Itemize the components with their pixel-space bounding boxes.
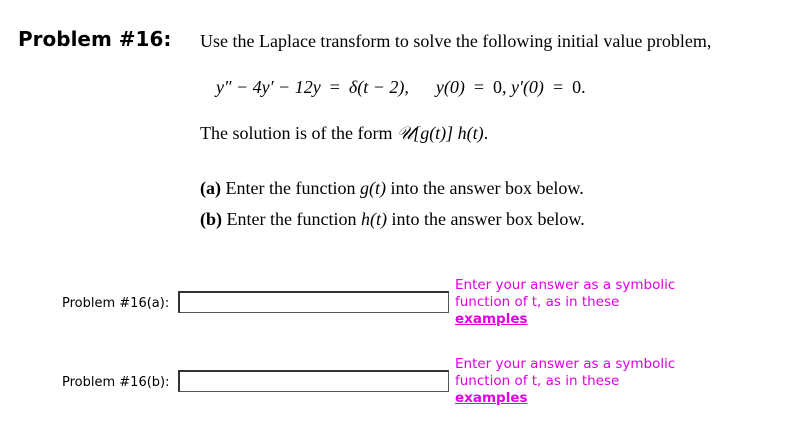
solution-form-expression: 𝒰[g(t)] h(t): [396, 123, 484, 143]
answer-a-label: Problem #16(a):: [62, 296, 170, 311]
initial-condition-1: y(0): [435, 77, 465, 97]
equation-equals-1: =: [329, 77, 340, 97]
part-b-marker: (b): [200, 209, 222, 229]
initial-condition-2: y′(0): [511, 77, 544, 97]
equation-equals-2: =: [473, 77, 485, 97]
part-a-instruction: [200, 178, 584, 199]
answer-a-hint: [455, 277, 705, 328]
answer-b-examples-link[interactable]: examples: [455, 390, 528, 406]
differential-equation: [216, 77, 586, 98]
answer-b-hint: [455, 356, 705, 407]
equation-rhs: δ(t − 2),: [348, 77, 409, 97]
solution-form: [200, 123, 488, 144]
answer-b-input[interactable]: [178, 370, 449, 392]
solution-form-prefix: The solution is of the form: [200, 123, 397, 143]
initial-condition-1-value: 0,: [493, 77, 507, 97]
answer-b-label: Problem #16(b):: [62, 375, 170, 390]
solution-form-suffix: .: [483, 123, 489, 143]
part-a-function: g(t): [359, 178, 386, 198]
problem-intro: Use the Laplace transform to solve the following initial value problem,: [200, 31, 712, 51]
initial-condition-2-value: 0.: [572, 77, 586, 97]
equation-lhs: y″ − 4y′ − 12y: [216, 77, 321, 97]
part-b-function: h(t): [360, 209, 387, 229]
part-a-marker: (a): [200, 178, 221, 198]
part-b-post: into the answer box below.: [386, 209, 585, 229]
problem-title: Problem #16:: [18, 27, 172, 51]
equation-equals-3: =: [552, 77, 564, 97]
part-b-pre: Enter the function: [226, 209, 361, 229]
answer-a-input[interactable]: [178, 291, 449, 313]
answer-a-examples-link[interactable]: examples: [455, 311, 528, 327]
part-a-post: into the answer box below.: [385, 178, 584, 198]
part-b-instruction: [200, 209, 585, 230]
answer-a-hint-text: Enter your answer as a symbolic function of t, as in these: [455, 277, 676, 310]
answer-b-hint-text: Enter your answer as a symbolic function of t, as in these: [455, 356, 676, 389]
part-a-pre: Enter the function: [225, 178, 360, 198]
